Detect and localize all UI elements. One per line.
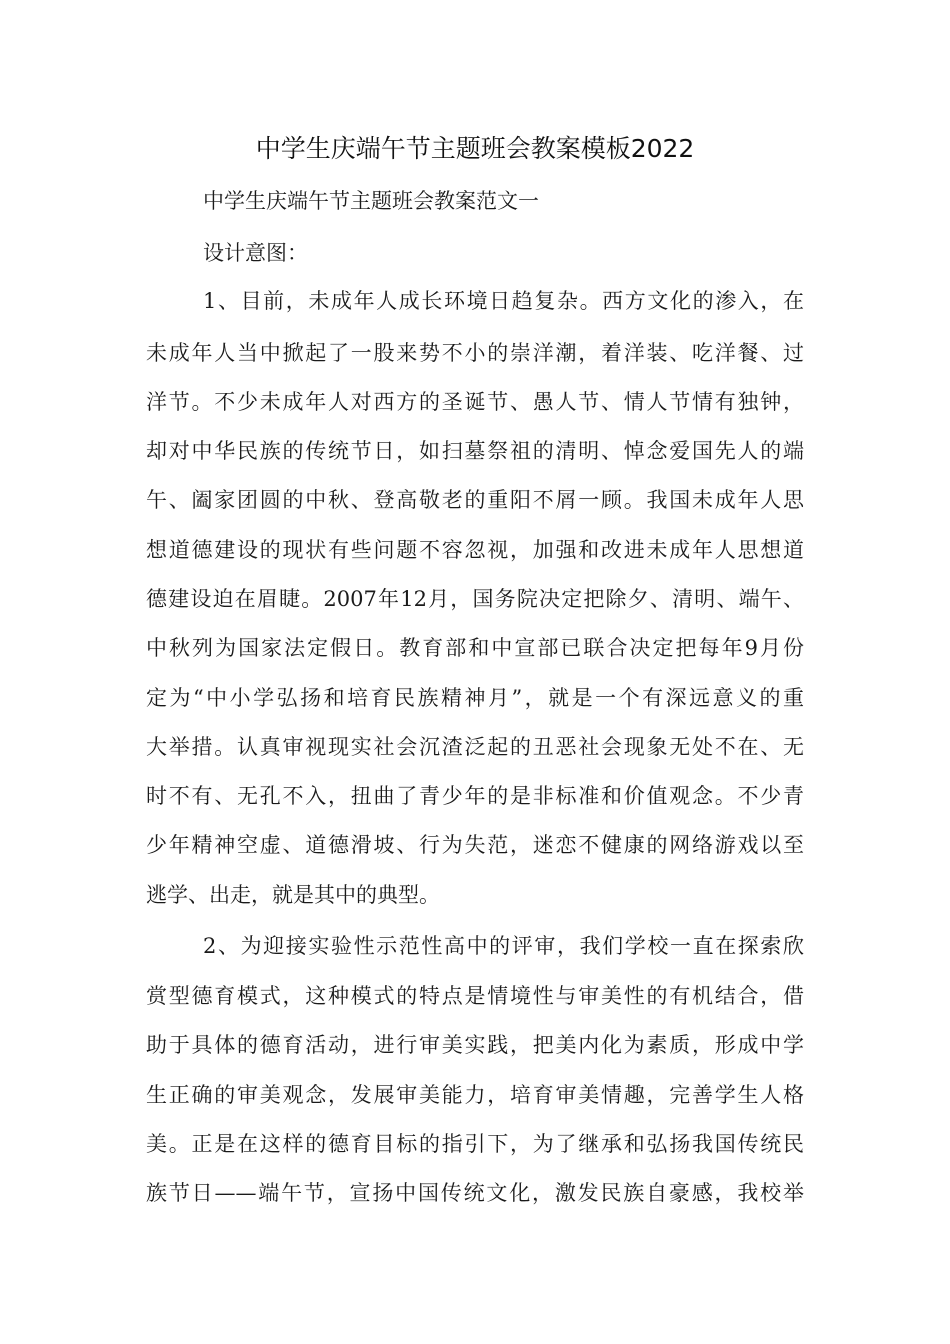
- paragraph-line: 大举措。认真审视现实社会沉渣泛起的丑恶社会现象无处不在、无: [146, 735, 804, 759]
- paragraph-line: 2、为迎接实验性示范性高中的评审，我们学校一直在探索欣: [203, 934, 804, 958]
- paragraph-line: 助于具体的德育活动，进行审美实践，把美内化为素质，形成中学: [146, 1033, 804, 1057]
- paragraph-line: 时不有、无孔不入，扭曲了青少年的是非标准和价值观念。不少青: [146, 784, 804, 808]
- paragraph-line: 洋节。不少未成年人对西方的圣诞节、愚人节、情人节情有独钟，: [146, 390, 804, 414]
- paragraph-line: 美。正是在这样的德育目标的指引下，为了继承和弘扬我国传统民: [146, 1132, 804, 1156]
- paragraph-line: 定为“中小学弘扬和培育民族精神月”，就是一个有深远意义的重: [146, 686, 804, 710]
- paragraph-line: 德建设迫在眉睫。2007年12月，国务院决定把除夕、清明、端午、: [146, 587, 804, 611]
- paragraph-line: 赏型德育模式，这种模式的特点是情境性与审美性的有机结合，借: [146, 984, 804, 1008]
- paragraph-line: 少年精神空虚、道德滑坡、行为失范，迷恋不健康的网络游戏以至: [146, 833, 804, 857]
- paragraph-line: 却对中华民族的传统节日，如扫墓祭祖的清明、悼念爱国先人的端: [146, 439, 804, 463]
- paragraph-line: 想道德建设的现状有些问题不容忽视，加强和改进未成年人思想道: [146, 538, 804, 562]
- paragraph-line: 族节日——端午节，宣扬中国传统文化，激发民族自豪感，我校举: [146, 1181, 804, 1205]
- paragraph-line: 逃学、出走，就是其中的典型。: [146, 883, 440, 907]
- paragraph-line: 1、目前，未成年人成长环境日趋复杂。西方文化的渗入，在: [203, 289, 804, 313]
- document-subtitle: 中学生庆端午节主题班会教案范文一: [203, 189, 539, 213]
- paragraph-line: 中秋列为国家法定假日。教育部和中宣部已联合决定把每年9月份: [146, 636, 804, 660]
- paragraph-line: 未成年人当中掀起了一股来势不小的崇洋潮，着洋装、吃洋餐、过: [146, 341, 804, 365]
- paragraph-line: 生正确的审美观念，发展审美能力，培育审美情趣，完善学生人格: [146, 1083, 804, 1107]
- section-heading: 设计意图：: [203, 241, 308, 265]
- document-title: 中学生庆端午节主题班会教案模板2022: [255, 134, 695, 163]
- paragraph-line: 午、阖家团圆的中秋、登高敬老的重阳不屑一顾。我国未成年人思: [146, 488, 804, 512]
